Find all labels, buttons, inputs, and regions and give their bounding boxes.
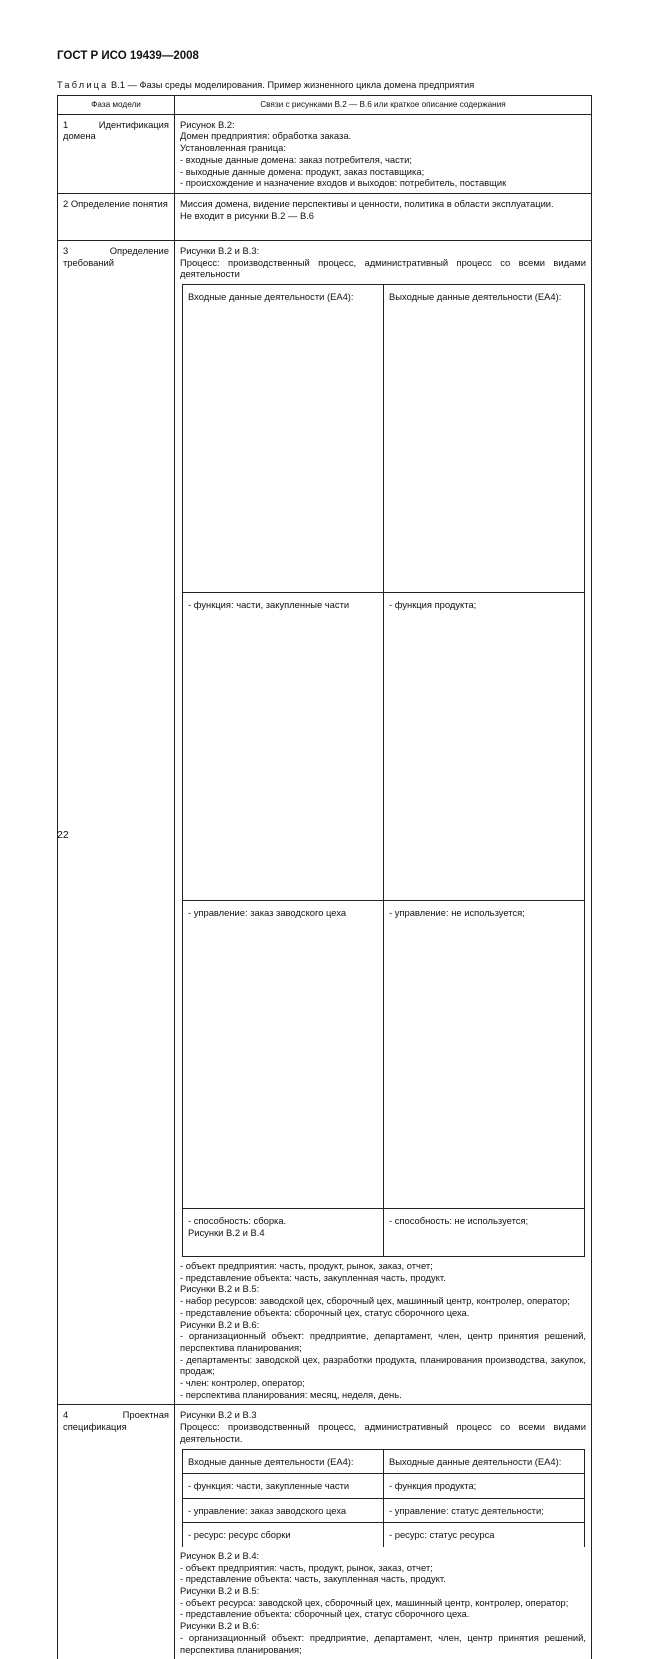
inner-header-output: Выходные данные деятельности (EA4): [384,1449,585,1474]
inner-cell: - ресурс: статус ресурса [384,1523,585,1547]
content-cell [175,1405,592,1659]
text-line: Рисунки B.2 и B.6: [180,1318,260,1330]
text-line: - объект ресурса: заводской цех, сборочный цех, машинный центр, контролер, оператор; [180,1596,569,1608]
inner-cell: - управление: не используется; [384,901,585,1209]
text-line: Рисунок B.2: [180,118,235,130]
col-header-phase: Фаза модели [58,96,175,115]
text-line: - входные данные домена: заказ потребителя, части; [180,153,412,165]
text-line: - представление объекта: сборочный цех, статус сборочного цеха. [180,1608,470,1620]
inner-cell: - способность: не используется; [384,1209,585,1257]
text-line: - объект предприятия: часть, продукт, рынок, заказ, отчет; [180,1561,433,1573]
inner-cell: - ресурс: ресурс сборки [183,1523,384,1547]
table-row [58,114,592,193]
caption-text: — Фазы среды моделирования. Пример жизненного цикла домена предприятия [127,80,475,90]
inner-cell: - функция: части, закупленные части [183,593,384,901]
phase-cell: 2 Определение понятия [58,193,175,240]
content-cell [175,193,592,240]
activity-io-table [182,1449,585,1547]
inner-cell [183,1209,384,1257]
text-line: Рисунки B.2 и B.3: [180,244,260,256]
col-header-links: Связи с рисунками B.2 — B.6 или краткое описание содержания [175,96,592,115]
phase-cell: 1 Идентификация домена [58,114,175,193]
text-line: - представление объекта: часть, закупленная часть, продукт. [180,1271,446,1283]
table-caption [57,80,474,90]
text-line: Процесс: производственный процесс, административный процесс со всеми видами деятельности [180,256,586,280]
inner-cell: - управление: заказ заводского цеха [183,1498,384,1523]
text-line: - выходные данные домена: продукт, заказ поставщика; [180,165,425,177]
activity-io-table [182,284,585,1257]
text-line: Рисунки B.2 и B.3 [180,1409,257,1421]
content-cell [175,240,592,1405]
text-line: - набор ресурсов: заводской цех, сборочный цех, машинный центр, контролер, оператор; [180,1295,570,1307]
text-line: - организационный объект: предприятие, департамент, член, центр принятия решений, перспектива планирования; [180,1330,586,1353]
phase-cell: 3 Определение требований [58,240,175,1405]
text-line: Рисунки B.2 и B.5: [180,1585,260,1597]
table-row [58,240,592,1405]
text-line: - способность: сборка. [188,1215,287,1227]
text-line: - департаменты: заводской цех, разработки продукта, планирования производства, закупок, продаж; [180,1353,586,1377]
text-line: Миссия домена, видение перспективы и ценности, политика в области эксплуатации. [180,197,554,209]
text-line: - член: контролер, оператор; [180,1377,305,1389]
text-line: - представление объекта: сборочный цех, статус сборочного цеха. [180,1306,470,1318]
text-line: Рисунки B.2 и B.6: [180,1620,260,1632]
phases-table [57,95,592,1659]
text-line: Не входит в рисунки B.2 — B.6 [180,209,315,221]
inner-cell: - управление: заказ заводского цеха [183,901,384,1209]
inner-cell: - функция продукта; [384,593,585,901]
text-line: - происхождение и назначение входов и выходов: потребитель, поставщик [180,177,507,189]
text-line: Рисунки B.2 и B.4 [188,1226,265,1238]
text-line: Рисунки B.2 и B.5: [180,1283,260,1295]
table-row [58,193,592,240]
text-line: Процесс: производственный процесс, административный процесс со всеми видами деятельности. [180,1421,586,1444]
text-line: - представление объекта: часть, закупленная часть, продукт. [180,1573,446,1585]
inner-header-input: Входные данные деятельности (EA4): [183,1449,384,1474]
caption-label: Таблица [57,80,109,90]
document-header: ГОСТ Р ИСО 19439—2008 [57,50,199,62]
text-line: - перспектива планирования: месяц, неделя, день. [180,1388,402,1400]
phase-cell: 4 Проектная спецификация [58,1405,175,1659]
table-row [58,1405,592,1659]
content-cell [175,114,592,193]
inner-cell: - управление: статус деятельности; [384,1498,585,1523]
text-line: - объект предприятия: часть, продукт, рынок, заказ, отчет; [180,1260,433,1272]
inner-header-output: Выходные данные деятельности (EA4): [384,285,585,593]
inner-cell: - функция продукта; [384,1474,585,1499]
text-line: Рисунок B.2 и B.4: [180,1549,260,1561]
text-line: Установленная граница: [180,142,286,154]
inner-cell: - функция: части, закупленные части [183,1474,384,1499]
caption-number: B.1 [111,80,125,90]
page-number: 22 [57,829,69,841]
text-line: Домен предприятия: обработка заказа. [180,130,352,142]
text-line: - организационный объект: предприятие, департамент, член, центр принятия решений, перспектива планирования; [180,1631,586,1655]
inner-header-input: Входные данные деятельности (EA4): [183,285,384,593]
table-header-row [58,96,592,115]
